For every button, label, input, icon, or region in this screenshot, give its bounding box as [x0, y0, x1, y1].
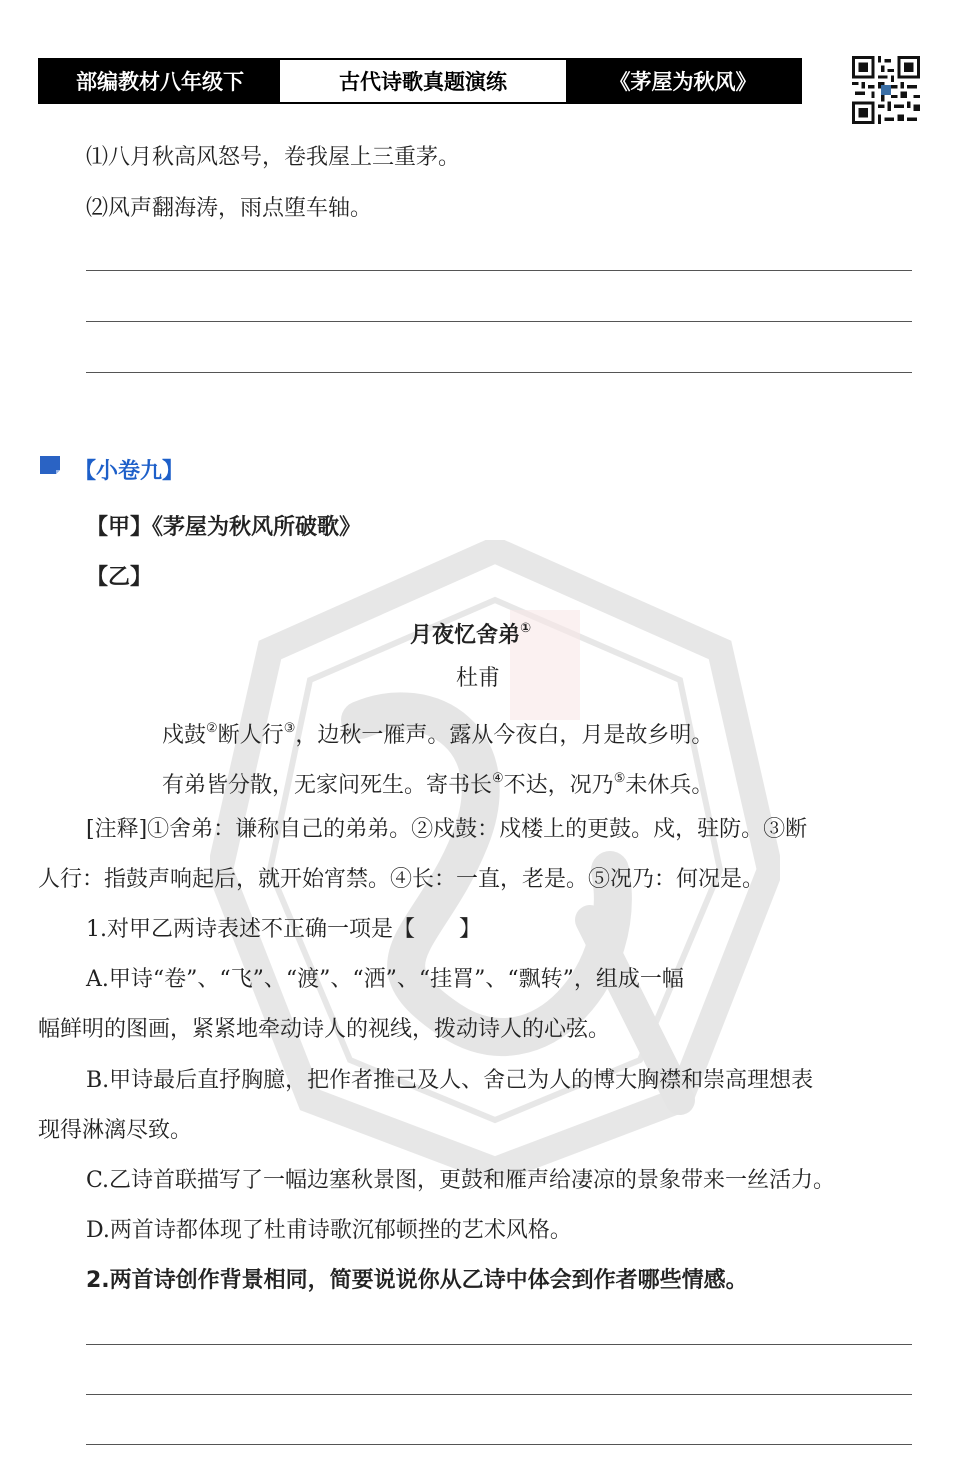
poem-text: 戍鼓 — [162, 723, 207, 748]
prompt-item-2: ⑵风声翻海涛，雨点堕车轴。 — [86, 196, 373, 221]
answer-line — [86, 1394, 912, 1395]
poem-line-1 — [162, 714, 713, 751]
qr-code-icon — [852, 56, 920, 124]
poem-text: 断人行 — [217, 723, 284, 748]
option-d: D.两首诗都体现了杜甫诗歌沉郁顿挫的艺术风格。 — [86, 1218, 572, 1243]
header-poem: 《茅屋为秋风》 — [566, 60, 800, 102]
footnote-marker: ② — [206, 721, 218, 736]
answer-line — [86, 270, 912, 271]
bookmark-icon — [38, 454, 64, 476]
option-a-line-2: 幅鲜明的图画，紧紧地牵动诗人的视线，拨动诗人的心弦。 — [38, 1017, 611, 1042]
answer-line — [86, 372, 912, 373]
header-bar — [38, 58, 802, 104]
answer-line — [86, 1344, 912, 1345]
option-c: C.乙诗首联描写了一幅边塞秋景图，更鼓和雁声给凄凉的景象带来一丝活力。 — [86, 1168, 836, 1193]
option-b-line-2: 现得淋漓尽致。 — [38, 1118, 193, 1143]
notes-line-2: 人行：指鼓声响起后，就开始宵禁。④长：一直，老是。⑤况乃：何况是。 — [38, 867, 765, 892]
option-a-line-1: A.甲诗“卷”、“飞”、“渡”、“洒”、“挂罥”、“飘转”，组成一幅 — [86, 967, 684, 992]
footnote-marker: ① — [520, 621, 532, 636]
text-b-label: 【乙】 — [86, 565, 153, 590]
poem-title — [410, 614, 531, 651]
answer-line — [86, 1444, 912, 1445]
footnote-marker: ⑤ — [613, 771, 626, 786]
header-grade: 部编教材八年级下 — [40, 60, 280, 102]
poem-text: 有弟皆分散，无家问死生。寄书长 — [162, 773, 493, 798]
poem-author: 杜甫 — [456, 666, 501, 691]
poem-text: 不达，况乃 — [503, 773, 614, 798]
text-a-title: 【甲】《茅屋为秋风所破歌》 — [86, 515, 362, 540]
question-1-stem: 1.对甲乙两诗表述不正确一项是【 】 — [86, 917, 481, 942]
footnote-marker: ③ — [283, 721, 296, 736]
notes-line-1: [注释]①舍弟：谦称自己的弟弟。②戍鼓：戍楼上的更鼓。戍，驻防。③断 — [86, 817, 808, 842]
answer-line — [86, 321, 912, 322]
poem-text: 未休兵。 — [625, 773, 714, 798]
poem-line-2 — [162, 764, 713, 801]
header-topic: 古代诗歌真题演练 — [280, 60, 566, 102]
option-b-line-1: B.甲诗最后直抒胸臆，把作者推己及人、舍己为人的博大胸襟和崇高理想表 — [86, 1068, 814, 1093]
footnote-marker: ④ — [492, 771, 504, 786]
poem-text: ，边秋一雁声。露从今夜白，月是故乡明。 — [295, 723, 714, 748]
section-title: 【小卷九】 — [74, 459, 185, 484]
poem-title-text: 月夜忆舍弟 — [410, 623, 521, 648]
question-2-stem: 2.两首诗创作背景相同，简要说说你从乙诗中体会到作者哪些情感。 — [86, 1268, 748, 1293]
prompt-item-1: ⑴八月秋高风怒号，卷我屋上三重茅。 — [86, 145, 461, 170]
